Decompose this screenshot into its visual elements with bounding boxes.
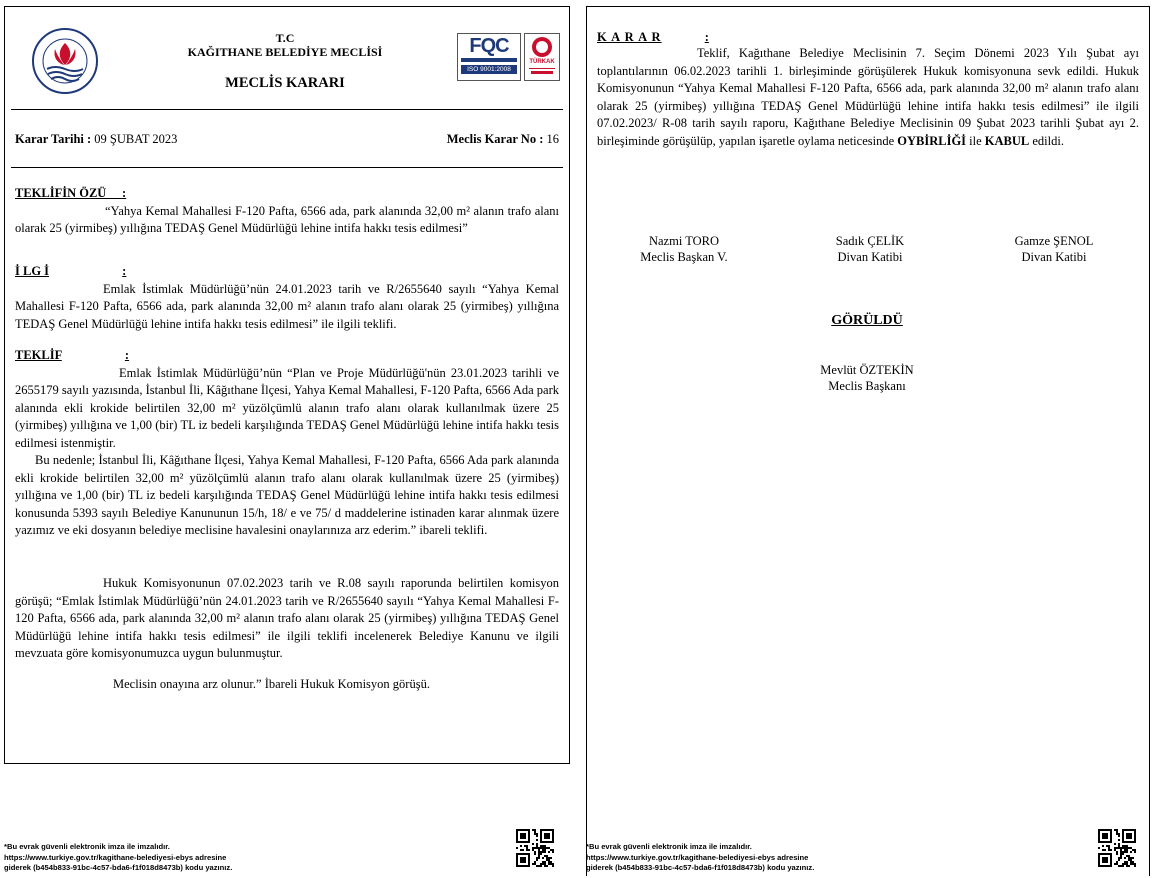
- signature-3: [977, 234, 1131, 265]
- qr-code-icon: [1098, 829, 1136, 867]
- signature-role: Divan Katibi: [1021, 249, 1087, 264]
- karar-text: [597, 45, 1139, 150]
- date-label: Karar Tarihi :: [15, 132, 92, 146]
- ozu-text: “Yahya Kemal Mahallesi F-120 Pafta, 6566 ada, park alanında 32,00 m² alanın trafo alanı olarak 25 (yirmibeş) yıllığına TEDAŞ Genel Müdürlüğü lehine intifa hakkı tesis edilmesi”: [15, 203, 559, 235]
- signature-name: Sadık ÇELİK: [835, 234, 905, 248]
- footer-line-1: *Bu evrak güvenli elektronik imza ile imzalıdır.: [586, 842, 752, 851]
- signature-2: [793, 234, 947, 265]
- e-signature-footer-left: [4, 842, 232, 874]
- ilgi-text: Emlak İstimlak Müdürlüğü’nün 24.01.2023 tarih ve R/2655640 sayılı “Yahya Kemal Mahallesi F-120 Pafta, 6566 ada, park alanında 32,00 m² alanın trafo alanı olarak 25 (yirmibeş) yıllığına TEDAŞ Genel Müdürlüğü lehine intifa hakkı tesis edilmesi” ile ilgili teklifi.: [15, 281, 559, 331]
- goruldu-title: GÖRÜLDÜ: [831, 313, 903, 328]
- goruldu-name: Mevlüt ÖZTEKİN: [820, 363, 914, 377]
- turkak-cert-logo: [524, 33, 560, 81]
- ilgi-title: İ LG İ: [15, 264, 50, 278]
- turkak-label: TÜRKAK: [529, 59, 555, 65]
- decision-date: [15, 131, 177, 149]
- fqc-label: FQC: [469, 35, 509, 57]
- e-signature-footer-right: [586, 842, 814, 874]
- footer-line-2: https://www.turkiye.gov.tr/kagithane-belediyesi-ebys adresine: [586, 852, 809, 862]
- signature-1: [607, 234, 761, 265]
- teklif-paragraph-1: Emlak İstimlak Müdürlüğü’nün “Plan ve Proje Müdürlüğü'nün 23.01.2023 tarihli ve 2655179 sayılı yazısında, İstanbul İli, Kâğıthane İlçesi, Yahya Kemal Mahallesi, F-120 Pafta, 6566 Ada park alanında ekli krokide belirtilen 32,00 m² yüzölçümlü alanın trafo alanı olarak kullanılmak üzere 25 (yirmibeş) yıllığına ve 1,00 (bir) TL iz bedeli karşılığında TEDAŞ Genel Müdürlüğü lehine intifa hakkı tesis edilmesi istenmiştir.: [15, 365, 559, 450]
- date-value: 09 ŞUBAT 2023: [94, 132, 178, 146]
- signature-role: Meclis Başkan V.: [640, 249, 728, 264]
- ilgi-colon: :: [122, 264, 127, 278]
- karar-heading: [597, 29, 709, 45]
- signature-role: Divan Katibi: [837, 249, 903, 264]
- header-institution: KAĞITHANE BELEDİYE MECLİSİ: [187, 45, 383, 59]
- teklif-title: TEKLİF: [15, 348, 62, 362]
- teklif-colon: :: [124, 348, 130, 362]
- signature-name: Gamze ŞENOL: [1014, 234, 1094, 248]
- karar-oybirligi: OYBİRLİĞİ: [897, 133, 967, 148]
- footer-line-3: giderek (b454b833-91bc-4c57-bda6-f1f018d8473b) kodu yazınız.: [4, 863, 233, 872]
- ozu-title: TEKLİFİN ÖZÜ :: [15, 186, 127, 200]
- karar-text-before: Teklif, Kağıthane Belediye Meclisinin 7. Seçim Dönemi 2023 Yılı Şubat ayı toplantılarının 06.02.2023 tarihli 1. birleşiminde görüşülerek Hukuk komisyonuna sevk edildi. Hukuk Komisyonunun “Yahya Kemal Mahallesi F-120 Pafta, 6566 ada, park alanında 32,00 m² alanın trafo alanı olarak 25 (yirmibeş) yıllığına TEDAŞ Genel Müdürlüğü lehine intifa hakkı tesis edilmesi” ile ilgili 07.02.2023/ R-08 tarih sayılı raporu, Kağıthane Belediye Meclisinin 09 Şubat 2023 tarihli Şubat ayı 2. birleşiminde görüşülüp, yapılan işaretle oylama neticesinde: [597, 46, 1139, 148]
- karar-text-mid: ile: [966, 133, 985, 148]
- decision-page-2: [586, 6, 1150, 876]
- iso-label: ISO 9001:2008: [461, 65, 517, 74]
- header-divider: [11, 109, 563, 110]
- number-label: Meclis Karar No :: [446, 132, 544, 146]
- ilgi-heading: [15, 263, 559, 281]
- header-tc: T.C: [275, 31, 295, 45]
- municipality-logo: [27, 27, 103, 95]
- fqc-cert-logo: [457, 33, 521, 81]
- number-value: 16: [546, 132, 559, 146]
- goruldu-signature: [767, 363, 967, 394]
- document-title: MECLİS KARARI: [225, 75, 345, 91]
- footer-line-3: giderek (b454b833-91bc-4c57-bda6-f1f018d8473b) kodu yazınız.: [586, 863, 815, 872]
- karar-title: K A R A R: [597, 30, 662, 44]
- meta-divider: [11, 167, 563, 168]
- karar-text-after: edildi.: [1029, 133, 1064, 148]
- teklif-heading: [15, 347, 559, 365]
- teklif-paragraph-2: Bu nedenle; İstanbul İli, Kâğıthane İlçesi, Yahya Kemal Mahallesi, F-120 Pafta, 6566 Ada park alanında ekli krokide belirtilen 32,00 m² yüzölçümlü alanın trafo alanı olarak kullanılmak üzere 25 (yirmibeş) yıllığına ve 1,00 (bir) TL iz bedeli karşılığında TEDAŞ Genel Müdürlüğü lehine intifa hakkı tesis edilmesi konusunda 5393 sayılı Belediye Kanununun 15/h, 18/ e ve 75/ d maddelerine istinaden karar alınmak üzere yazımız ve eki dosyanın belediye meclisine havalesini onaylarınıza arz ederim.” ibareli teklifi.: [15, 453, 559, 537]
- qr-code-icon: [516, 829, 554, 867]
- decision-page-1: [4, 6, 570, 764]
- komisyon-paragraph: Hukuk Komisyonunun 07.02.2023 tarih ve R.08 sayılı raporunda belirtilen komisyon görüşü; “Emlak İstimlak Müdürlüğü’nün 24.01.2023 tarih ve R/2655640 sayılı “Yahya Kemal Mahallesi F-120 Pafta, 6566 ada, park alanında 32,00 m² alanın trafo alanı olarak 25 (yirmibeş) yıllığına TEDAŞ Genel Müdürlüğü lehine intifa hakkı tesis edilmesi” ile ilgili teklifi incelenerek Belediye Kanunu ve ilgili mevzuata göre komisyonumuzca uygun bulunmuştur.: [15, 576, 559, 660]
- footer-line-2: https://www.turkiye.gov.tr/kagithane-belediyesi-ebys adresine: [4, 852, 227, 862]
- footer-line-1: *Bu evrak güvenli elektronik imza ile imzalıdır.: [4, 842, 170, 851]
- goruldu-role: Meclis Başkanı: [828, 378, 906, 393]
- karar-colon: :: [704, 30, 709, 44]
- signature-name: Nazmi TORO: [648, 234, 720, 248]
- komisyon-closing: Meclisin onayına arz olunur.” İbareli Hukuk Komisyon görüşü.: [113, 676, 430, 691]
- karar-kabul: KABUL: [984, 133, 1030, 148]
- decision-number: [447, 131, 559, 149]
